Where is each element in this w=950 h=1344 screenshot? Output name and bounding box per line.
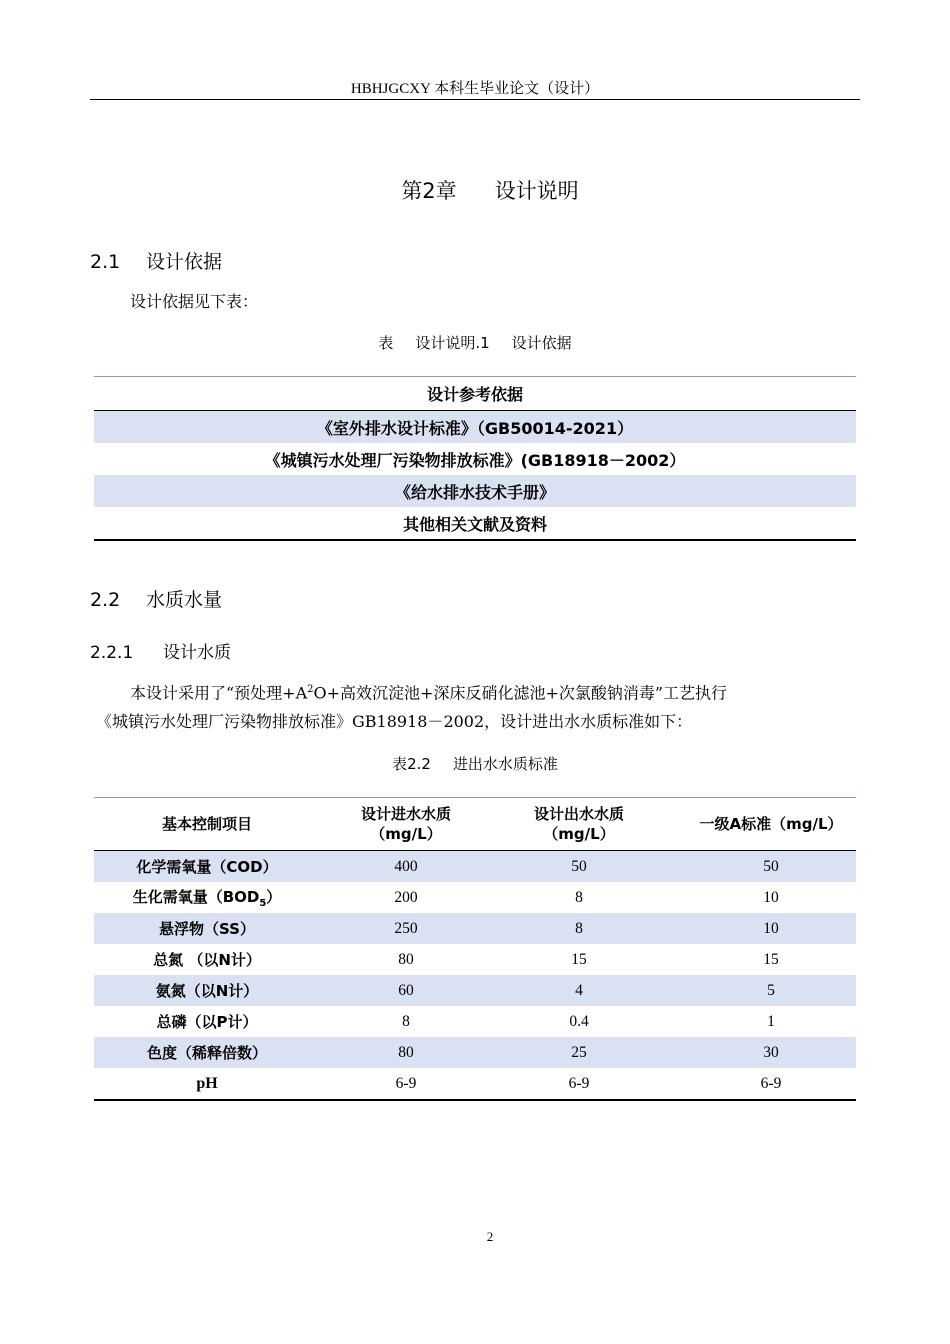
cell-outflow: 15 [571,950,587,968]
table-row [94,975,856,1006]
caption-number: 表2.2 [392,755,431,773]
section-title: 设计依据 [146,251,223,273]
cell-item: 化学需氧量（COD） [94,851,320,883]
cell-standard: 5 [666,975,856,1006]
header-line: （mg/L） [370,825,442,843]
paragraph-text: O+高效沉淀池+深床反硝化滤池+次氯酸钠消毒”工艺执行 [313,683,728,703]
superscript: 2 [307,684,314,695]
chapter-title [0,175,950,205]
caption-title: 设计依据 [511,334,572,352]
table-row [94,1068,856,1100]
header-line: 设计出水水质 [533,805,624,823]
caption-number: 设计说明.1 [415,334,490,352]
table-row [94,944,856,975]
section-number: 2.1 [90,251,121,273]
subsection-heading-2-2-1 [90,638,231,663]
table-caption-1 [0,332,950,353]
chapter-name: 设计说明 [494,179,579,203]
cell-item: pH [94,1068,320,1100]
table-row [94,913,856,944]
item-text: 生化需氧量（BOD [132,888,260,906]
cell-outflow: 4 [492,975,666,1006]
header-rule [90,99,860,100]
paragraph-line-2: 《城镇污水处理厂污染物排放标准》GB18918－2002，设计进出水水质标准如下： [96,712,693,731]
section-intro: 设计依据见下表： [130,292,259,311]
caption-prefix: 表 [378,334,394,352]
cell-standard: 30 [666,1037,856,1068]
table-row [94,1006,856,1037]
subscript: 5 [259,898,267,909]
cell-standard: 1 [767,1012,775,1030]
header-line: 设计进水水质 [360,805,451,823]
cell-standard: 50 [666,851,856,883]
cell-standard: 10 [763,888,779,906]
cell-standard: 15 [763,950,779,968]
cell-item: 总磷（以P计） [156,1013,258,1031]
cell-inflow: 400 [320,851,492,883]
cell-outflow: 8 [575,888,583,906]
cell-item: 色度（稀释倍数） [94,1037,320,1068]
table-row: 《给水排水技术手册》 [94,475,856,507]
page-number: 2 [486,1229,494,1244]
caption-title: 进出水水质标准 [452,755,558,773]
cell-outflow: 0.4 [569,1012,589,1030]
cell-inflow: 6-9 [320,1068,492,1100]
cell-item [94,882,320,913]
table-row: 其他相关文献及资料 [94,507,856,540]
cell-inflow: 200 [394,888,418,906]
table-row [94,851,856,883]
column-header: 基本控制项目 [94,798,320,851]
running-header: HBHJGCXY 本科生毕业论文（设计） [350,81,600,97]
cell-inflow: 8 [402,1012,410,1030]
cell-standard: 6-9 [666,1068,856,1100]
cell-outflow: 25 [492,1037,666,1068]
cell-inflow: 80 [398,950,414,968]
cell-item: 氨氮（以N计） [94,975,320,1006]
subsection-title: 设计水质 [163,643,231,663]
paragraph-text: 本设计采用了“预处理+A [130,683,308,703]
column-header: 一级A标准（mg/L） [666,798,856,851]
cell-item: 悬浮物（SS） [94,913,320,944]
table-row [94,882,856,913]
section-heading-2-2 [90,585,222,612]
cell-item: 总氮 （以N计） [153,951,261,969]
table-row: 《室外排水设计标准》（GB50014-2021） [94,411,856,444]
cell-standard: 10 [666,913,856,944]
cell-inflow: 250 [320,913,492,944]
design-basis-table [94,376,856,541]
paragraph-line-1 [130,674,727,708]
cell-outflow: 6-9 [492,1068,666,1100]
subsection-number: 2.2.1 [90,643,134,663]
section-title: 水质水量 [146,589,223,611]
table-caption-2 [0,753,950,774]
header-line: （mg/L） [543,825,615,843]
table-row: 《城镇污水处理厂污染物排放标准》(GB18918－2002） [264,450,686,470]
section-number: 2.2 [90,589,121,611]
column-header [492,798,666,851]
table-header-cell: 设计参考依据 [94,377,856,411]
cell-inflow: 80 [320,1037,492,1068]
section-heading-2-1 [90,247,222,274]
cell-outflow: 8 [492,913,666,944]
chapter-number: 第2章 [401,179,457,203]
cell-inflow: 60 [320,975,492,1006]
column-header [320,798,492,851]
table-row [94,1037,856,1068]
water-quality-table [94,797,856,1101]
item-text: ） [266,888,282,906]
cell-outflow: 50 [492,851,666,883]
